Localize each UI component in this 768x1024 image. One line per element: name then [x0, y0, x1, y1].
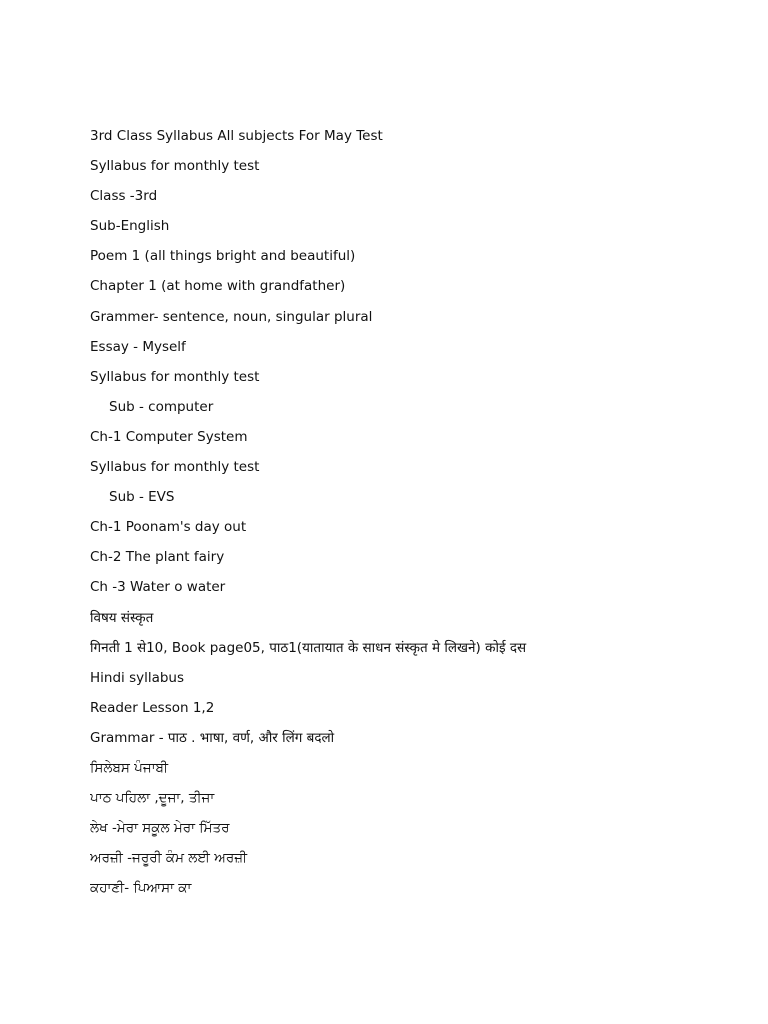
- text-line: Essay - Myself: [90, 338, 186, 355]
- text-line: Syllabus for monthly test: [90, 368, 260, 385]
- text-line: Hindi syllabus: [90, 669, 185, 686]
- text-line: Sub - computer: [109, 398, 214, 415]
- text-line: Ch-1 Computer System: [90, 428, 248, 445]
- text-line: ਅਰਜ਼ੀ -ਜਰੂਰੀ ਕੰਮ ਲਈ ਅਰਜ਼ੀ: [90, 850, 248, 867]
- text-line: Syllabus for monthly test: [90, 158, 260, 175]
- text-line: ਪਾਠ ਪਹਿਲਾ ,ਦੂਜਾ, ਤੀਜਾ: [90, 790, 215, 807]
- text-line: Grammar - पाठ . भाषा, वर्ण, और लिंग बदलो: [90, 729, 335, 746]
- text-line: ਕਹਾਣੀ- ਪਿਆਸਾ ਕਾ: [90, 880, 192, 897]
- text-line: Ch -3 Water o water: [90, 579, 226, 596]
- text-line: विषय संस्कृत: [90, 609, 154, 626]
- text-line: Chapter 1 (at home with grandfather): [90, 278, 346, 295]
- text-line: गिनती 1 से10, Book page05, पाठ1(यातायात के साधन संस्कृत मे लिखने) कोई दस: [90, 639, 527, 656]
- text-line: Class -3rd: [90, 188, 158, 205]
- text-line: ਲੇਖ -ਮੇਰਾ ਸਕੂਲ ਮੇਰਾ ਮਿੱਤਰ: [90, 820, 230, 837]
- text-line: Sub - EVS: [109, 489, 175, 506]
- text-line: Ch-1 Poonam's day out: [90, 519, 247, 536]
- text-line: 3rd Class Syllabus All subjects For May Test: [90, 128, 383, 144]
- text-line: Grammer- sentence, noun, singular plural: [90, 308, 373, 325]
- text-line: Reader Lesson 1,2: [90, 699, 215, 716]
- text-line: Ch-2 The plant fairy: [90, 549, 225, 566]
- text-line: ਸਿਲੇਬਸ ਪੰਜਾਬੀ: [90, 759, 169, 776]
- text-line: Sub-English: [90, 218, 170, 235]
- text-line: Syllabus for monthly test: [90, 459, 260, 476]
- syllabus-lines: [90, 125, 730, 907]
- text-line: Poem 1 (all things bright and beautiful): [90, 248, 356, 265]
